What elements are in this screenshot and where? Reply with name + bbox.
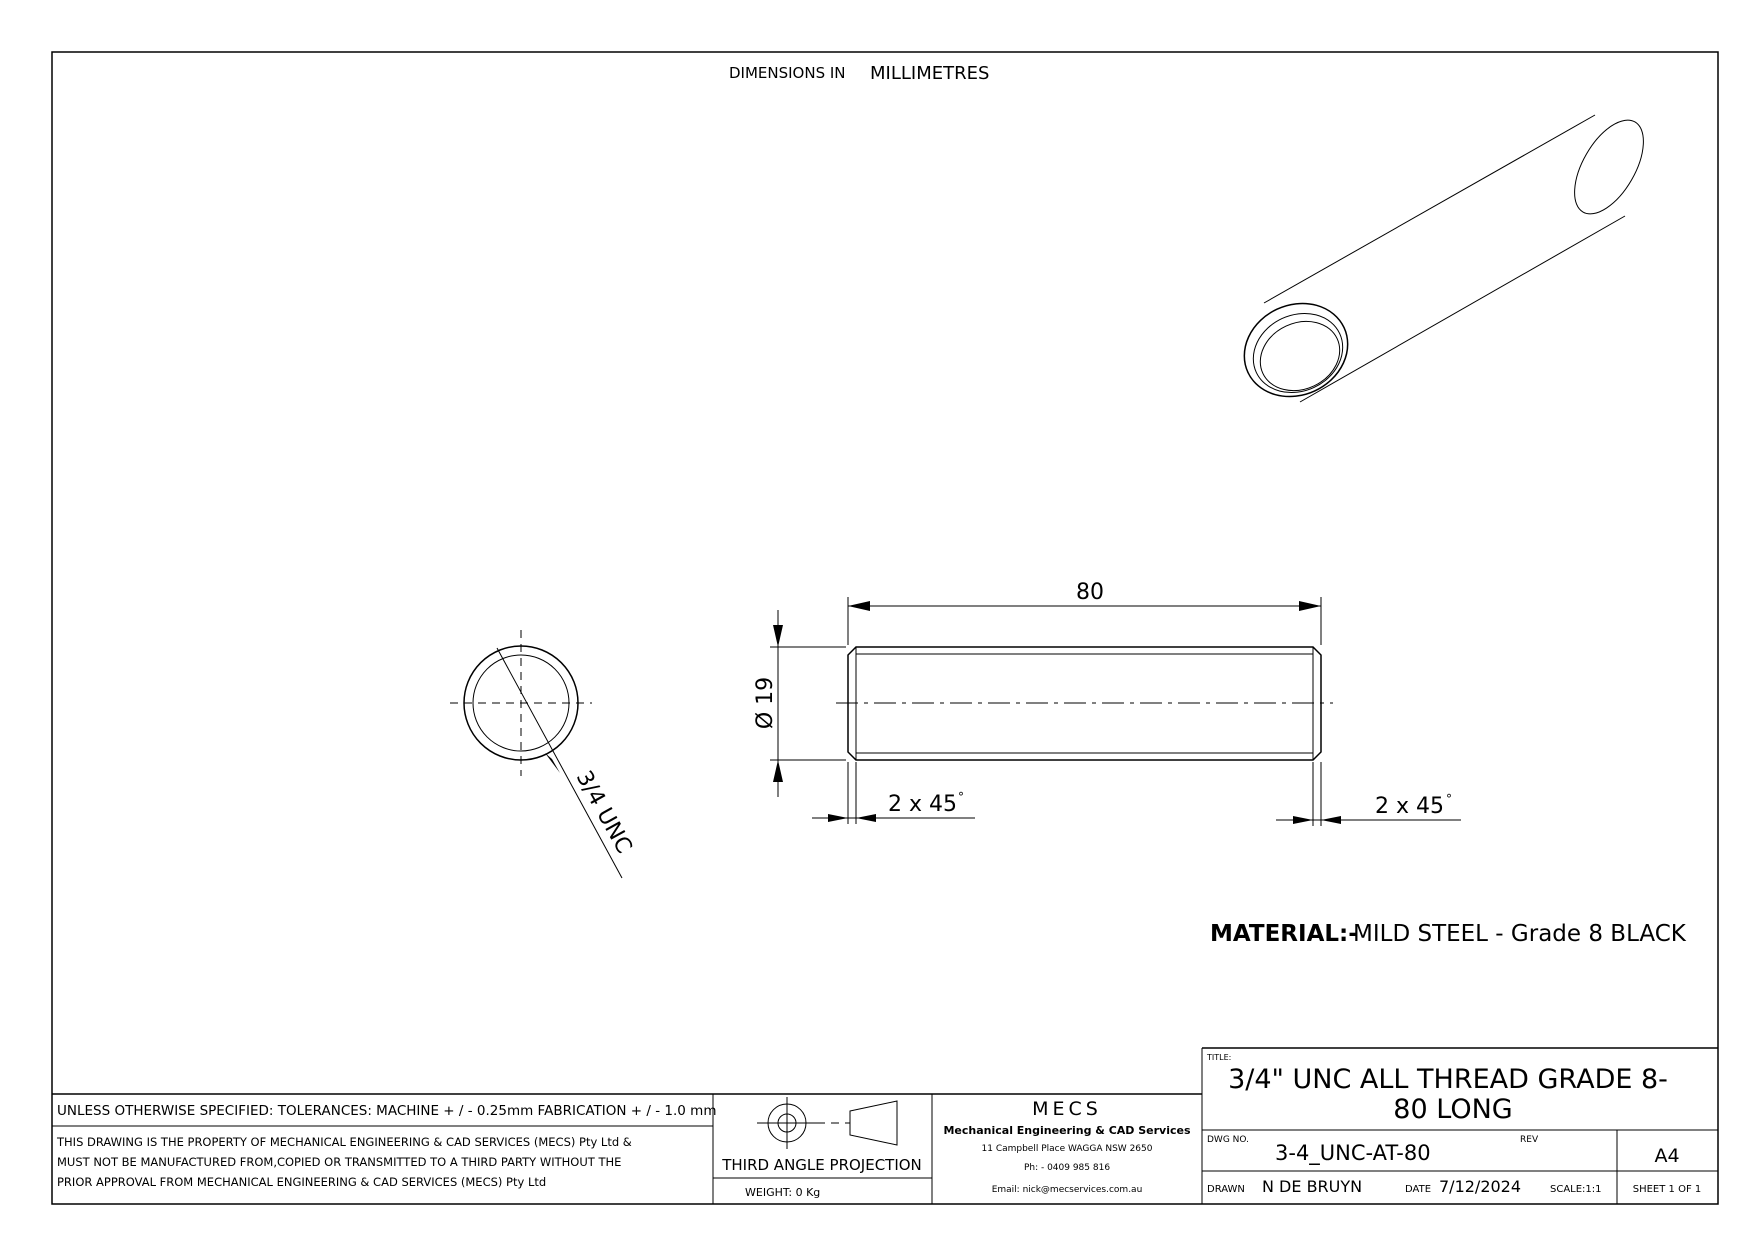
material-label: MATERIAL:- xyxy=(1210,921,1358,947)
length-arrow-left xyxy=(848,601,870,611)
third-angle-projection-symbol xyxy=(757,1097,897,1149)
property-note-line-1: THIS DRAWING IS THE PROPERTY OF MECHANICAL ENGINEERING & CAD SERVICES (MECS) Pty Ltd & xyxy=(57,1135,632,1149)
length-dimension xyxy=(848,580,1321,645)
dimensions-label: DIMENSIONS IN xyxy=(729,64,846,82)
property-note-line-2: MUST NOT BE MANUFACTURED FROM,COPIED OR TRANSMITTED TO A THIRD PARTY WITHOUT THE xyxy=(57,1155,622,1169)
chamfer-left-arrow-a xyxy=(828,814,848,822)
sheet-size: A4 xyxy=(1654,1145,1680,1167)
date-label: DATE xyxy=(1405,1184,1432,1195)
dwg-no-value: 3-4_UNC-AT-80 xyxy=(1275,1141,1431,1165)
sheet-number: SHEET 1 OF 1 xyxy=(1632,1184,1702,1195)
chamfer-right-arrow-a xyxy=(1293,816,1313,824)
length-arrow-right xyxy=(1299,601,1321,611)
chamfer-dimension-left xyxy=(812,762,975,824)
company-name: Mechanical Engineering & CAD Services xyxy=(943,1124,1191,1137)
company-address: 11 Campbell Place WAGGA NSW 2650 xyxy=(981,1144,1153,1154)
diameter-arrow-top xyxy=(773,625,783,647)
length-value: 80 xyxy=(1076,580,1104,605)
end-view xyxy=(450,630,636,878)
drawn-label: DRAWN xyxy=(1207,1184,1245,1195)
drawn-by: N DE BRUYN xyxy=(1262,1177,1363,1196)
projection-label: THIRD ANGLE PROJECTION xyxy=(722,1156,922,1174)
isometric-view xyxy=(1229,109,1658,413)
diameter-value: Ø 19 xyxy=(753,676,778,730)
weight-label: WEIGHT: 0 Kg xyxy=(745,1186,821,1199)
dwg-no-label: DWG NO. xyxy=(1207,1135,1249,1145)
iso-top-edge xyxy=(1264,115,1595,303)
material-value: MILD STEEL - Grade 8 BLACK xyxy=(1353,921,1686,947)
chamfer-right-degree: ° xyxy=(1446,792,1452,806)
units-label: MILLIMETRES xyxy=(870,63,990,84)
drawing-scale: SCALE:1:1 xyxy=(1550,1184,1602,1195)
projection-cone xyxy=(850,1101,897,1145)
chamfer-left-arrow-b xyxy=(856,814,876,822)
diameter-arrow-bottom xyxy=(773,760,783,782)
tolerance-note: UNLESS OTHERWISE SPECIFIED: TOLERANCES: MACHINE + / - 0.25mm FABRICATION + / - 1.0 mm xyxy=(57,1103,717,1119)
title-label: TITLE: xyxy=(1207,1053,1232,1062)
chamfer-right-arrow-b xyxy=(1321,816,1341,824)
front-view xyxy=(836,647,1333,760)
drawing-title-line-2: 80 LONG xyxy=(1393,1094,1513,1125)
iso-near-end-root xyxy=(1249,309,1351,403)
chamfer-left-value: 2 x 45 xyxy=(888,792,957,817)
iso-bottom-edge xyxy=(1300,216,1625,402)
chamfer-right-value: 2 x 45 xyxy=(1375,794,1444,819)
company-email: Email: nick@mecservices.com.au xyxy=(991,1185,1143,1195)
rev-label: REV xyxy=(1520,1135,1539,1145)
drawing-date: 7/12/2024 xyxy=(1439,1177,1522,1196)
company-logo: MECS xyxy=(1032,1098,1102,1120)
drawing-title-line-1: 3/4" UNC ALL THREAD GRADE 8- xyxy=(1228,1064,1668,1095)
thread-leader-arrow xyxy=(545,753,560,773)
chamfer-dimension-right xyxy=(1276,762,1461,826)
diameter-dimension xyxy=(753,610,846,797)
sheet-border xyxy=(52,52,1718,1204)
chamfer-left-degree: ° xyxy=(958,790,964,804)
company-phone: Ph: - 0409 985 816 xyxy=(1023,1163,1111,1173)
thread-callout: 3/4 UNC xyxy=(570,766,637,858)
property-note-line-3: PRIOR APPROVAL FROM MECHANICAL ENGINEERING & CAD SERVICES (MECS) Pty Ltd xyxy=(57,1175,547,1189)
thread-leader-line xyxy=(497,648,622,878)
